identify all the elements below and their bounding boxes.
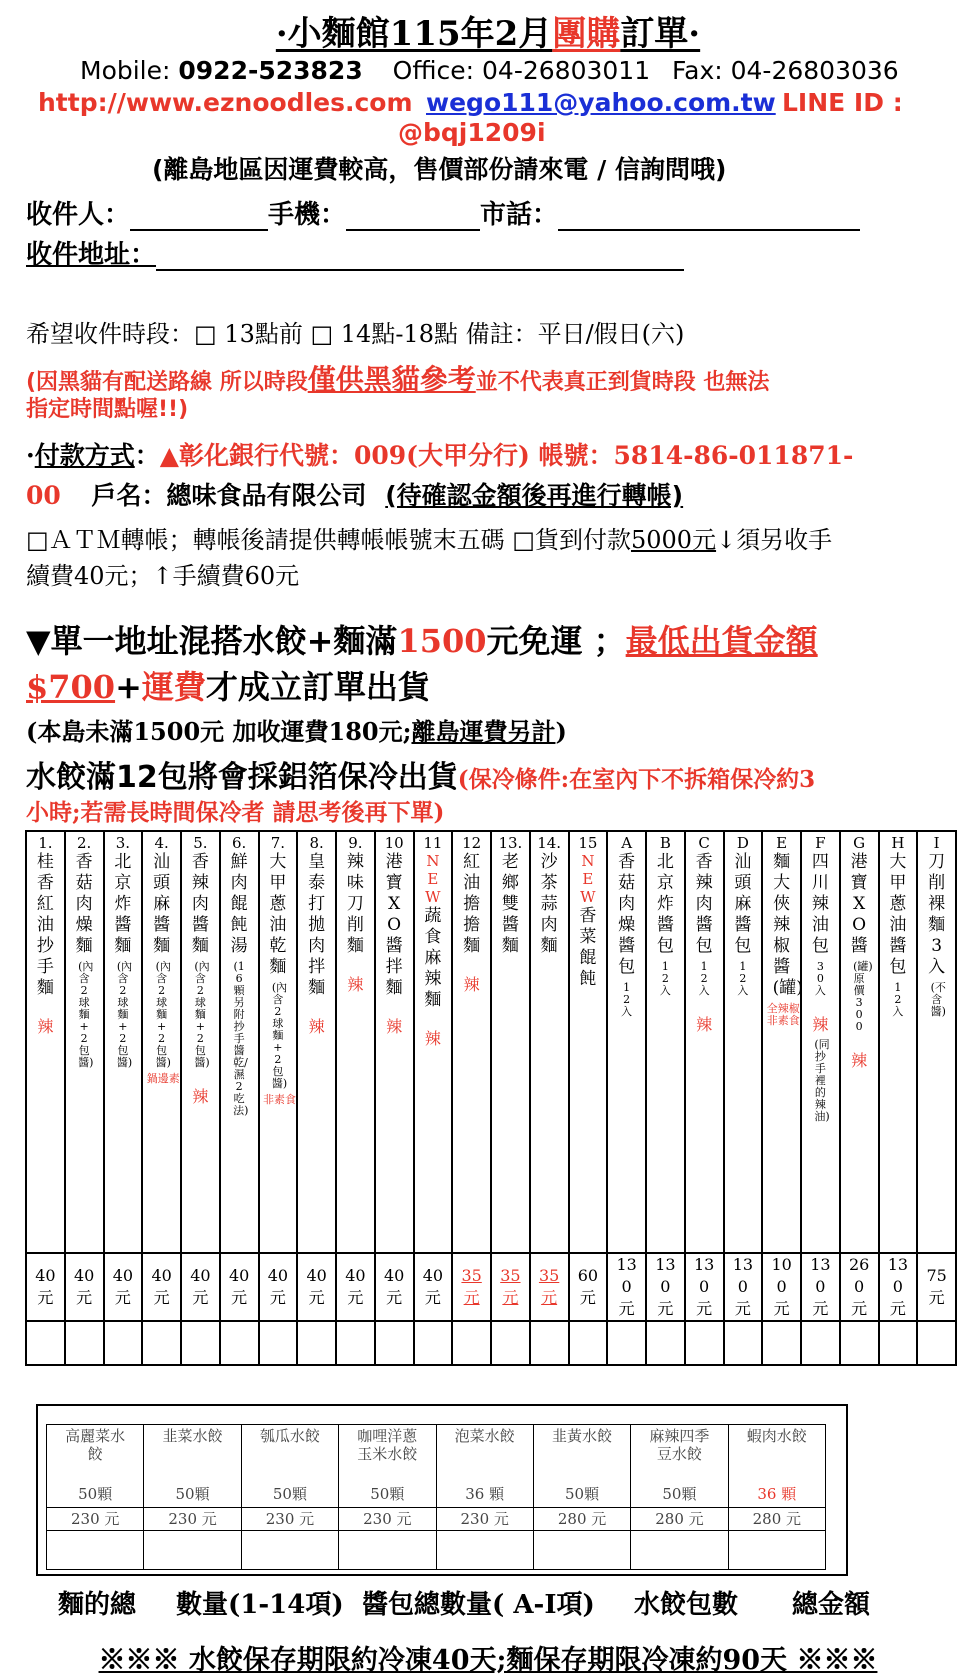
menu-item-header [724, 831, 763, 1253]
menu-item-number: 12 [462, 834, 482, 852]
quantity-cell[interactable] [917, 1321, 956, 1365]
menu-item-name: 麵大俠辣椒醬(罐) [772, 852, 803, 998]
quantity-cell[interactable] [414, 1321, 453, 1365]
menu-item-price [762, 1253, 801, 1321]
menu-item-name: 汕頭麻醬包 [734, 852, 752, 956]
menu-item-price [104, 1253, 143, 1321]
mobile-field[interactable] [346, 203, 480, 231]
dumpling-count: 50顆 [78, 1485, 113, 1503]
menu-item-name: 港寶XO醬拌麵 [385, 852, 403, 998]
menu-item-price [646, 1253, 685, 1321]
menu-item-price [181, 1253, 220, 1321]
menu-item-price [26, 1253, 65, 1321]
delivery-note: (因黑貓有配送路線 所以時段僅供黑貓參考並不代表真正到貨時段 也無法 [26, 363, 770, 396]
menu-item-number: 13. [498, 834, 523, 852]
menu-item-price [259, 1253, 298, 1321]
price-value: 40元 [345, 1266, 366, 1307]
spicy-label: 辣 [812, 1015, 829, 1034]
menu-item-tag: 鍋邊素 [146, 1072, 180, 1085]
address-row: 收件地址： [26, 234, 684, 271]
menu-item-name: 大甲蔥油醬包 [889, 852, 907, 977]
spicy-label: 辣 [347, 975, 364, 994]
dumpling-count: 50顆 [662, 1485, 697, 1503]
address-field[interactable] [156, 243, 684, 271]
menu-item-header [336, 831, 375, 1253]
menu-item-header [452, 831, 491, 1253]
menu-item-price [840, 1253, 879, 1321]
shipping-line-2: $700+運費才成立訂單出貨 [26, 668, 430, 706]
price-value: 260元 [848, 1255, 870, 1318]
website-link[interactable]: http://www.eznoodles.com [38, 88, 413, 117]
price-value: 40元 [73, 1266, 95, 1307]
menu-item-number: C [698, 834, 710, 852]
menu-item-number: 3. [115, 834, 131, 852]
menu-item-name: 香辣肉醬包 [695, 852, 713, 956]
menu-item-name: 北京炸醬包 [656, 852, 674, 956]
price-value: 40元 [267, 1266, 289, 1307]
menu-item-note: (罐)原價300 [853, 960, 873, 1033]
quantity-cell[interactable] [607, 1321, 646, 1365]
quantity-cell[interactable] [65, 1321, 104, 1365]
quantity-cell[interactable] [762, 1321, 801, 1365]
menu-item-header [491, 831, 530, 1253]
price-value: 40元 [151, 1266, 172, 1307]
dumpling-name: 麻辣四季豆水餃 [649, 1427, 710, 1463]
recipient-field[interactable] [130, 203, 268, 231]
dumpling-count: 50顆 [565, 1485, 600, 1503]
dumpling-price: 230 元 [241, 1508, 338, 1531]
menu-item-name: 香辣肉醬麵 [191, 852, 209, 956]
dumpling-price: 230 元 [144, 1508, 241, 1531]
total-noodles-count-label: 數量(1-14項) [176, 1590, 344, 1620]
total-dumplings-label: 水餃包數 [634, 1590, 739, 1620]
menu-item-name: 沙茶蒜肉麵 [540, 852, 558, 956]
menu-item-number: 11 [423, 834, 443, 852]
menu-item-price [142, 1253, 181, 1321]
price-value: 75元 [926, 1266, 947, 1307]
menu-item-header [840, 831, 879, 1253]
menu-item-price [569, 1253, 608, 1321]
quantity-cell[interactable] [220, 1321, 259, 1365]
menu-item-price [414, 1253, 453, 1321]
new-badge: NEW [580, 852, 596, 906]
menu-quantity-row [26, 1321, 956, 1365]
menu-item-number: A [621, 834, 633, 852]
menu-item-price [801, 1253, 840, 1321]
menu-item-note: (同抄手裡的辣油) [814, 1038, 830, 1123]
menu-item-header [259, 831, 298, 1253]
quantity-cell[interactable] [840, 1321, 879, 1365]
dumpling-name: 高麗菜水餃 [65, 1427, 126, 1463]
menu-item-name: 大甲蔥油乾麵 [269, 852, 287, 977]
menu-item-note: 30入 [814, 960, 826, 997]
menu-item-name: 桂香紅油抄手麵 [36, 852, 54, 998]
menu-item-number: F [815, 834, 826, 852]
quantity-cell[interactable] [297, 1321, 336, 1365]
quantity-cell[interactable] [181, 1321, 220, 1365]
menu-item-price [724, 1253, 763, 1321]
menu-item-price [530, 1253, 569, 1321]
menu-item-name: 辣味刀削麵 [346, 852, 364, 956]
menu-item-price [336, 1253, 375, 1321]
menu-item-name: 香菜餛飩 [579, 906, 597, 989]
menu-item-number: 2. [76, 834, 92, 852]
menu-item-header [65, 831, 104, 1253]
dumpling-name: 瓠瓜水餃 [259, 1427, 320, 1445]
menu-item-name: 蔬食麻辣麵 [424, 906, 442, 1010]
menu-item-note: 12入 [698, 960, 710, 997]
menu-item-number: D [736, 834, 749, 852]
menu-item-note: (內含2球麵+2包醬) [194, 960, 210, 1069]
menu-item-note: (不含醬) [930, 981, 946, 1018]
quantity-cell[interactable] [879, 1321, 918, 1365]
dumpling-count: 50顆 [370, 1485, 405, 1503]
dumpling-quantity-cell[interactable] [728, 1531, 825, 1570]
dumpling-price: 230 元 [339, 1508, 436, 1531]
dumpling-quantity-cell[interactable] [144, 1531, 241, 1570]
total-noodles-label: 麵的總 [58, 1590, 137, 1620]
menu-item-note: (內含2球麵+2包醬) [78, 960, 94, 1069]
dumpling-count: 50顆 [175, 1485, 210, 1503]
menu-item-name: 老鄉雙醬麵 [501, 852, 519, 956]
new-badge: NEW [425, 852, 441, 906]
dumpling-name-row [47, 1425, 826, 1508]
quantity-cell[interactable] [530, 1321, 569, 1365]
price-value: 40元 [228, 1266, 250, 1307]
quantity-cell[interactable] [142, 1321, 181, 1365]
dumpling-name: 韭黃水餃 [552, 1427, 613, 1445]
office-number: Office: 04-26803011 [392, 56, 651, 85]
quantity-cell[interactable] [801, 1321, 840, 1365]
menu-item-number: H [891, 834, 905, 852]
menu-item-number: B [659, 834, 671, 852]
dumpling-price: 230 元 [436, 1508, 533, 1531]
fax-number: Fax: 04-26803036 [672, 56, 899, 85]
quantity-cell[interactable] [26, 1321, 65, 1365]
dumpling-item [47, 1425, 144, 1508]
dumpling-name: 韭菜水餃 [162, 1427, 223, 1445]
menu-item-header [104, 831, 143, 1253]
account-row: 00 戶名：總味食品有限公司 (待確認金額後再進行轉帳) [26, 481, 684, 510]
menu-item-name: 香菇肉燥醬包 [618, 852, 636, 977]
quantity-cell[interactable] [452, 1321, 491, 1365]
dumpling-price: 230 元 [47, 1508, 144, 1531]
dumpling-price-row [47, 1508, 826, 1531]
menu-item-price [607, 1253, 646, 1321]
menu-item-name: 汕頭麻醬麵 [153, 852, 171, 956]
menu-item-number: 7. [270, 834, 286, 852]
delivery-time: 希望收件時段：□ 13點前 □ 14點-18點 備註：平日/假日(六) [26, 320, 685, 348]
dumpling-item [631, 1425, 728, 1508]
quantity-cell[interactable] [491, 1321, 530, 1365]
menu-item-header [142, 831, 181, 1253]
price-value: 130元 [693, 1255, 715, 1318]
dumpling-item [436, 1425, 533, 1508]
dumpling-item [241, 1425, 338, 1508]
page-title: ·小麵館115年2月團購訂單· [275, 14, 701, 54]
delivery-note-2: 指定時間點喔!!) [26, 397, 189, 422]
dumpling-price: 280 元 [533, 1508, 630, 1531]
dumpling-quantity-cell[interactable] [533, 1531, 630, 1570]
menu-item-number: 6. [231, 834, 247, 852]
spicy-label: 辣 [424, 1029, 441, 1048]
payment-row: ·付款方式：▲彰化銀行代號：009(大甲分行) 帳號：5814-86-011871- [26, 441, 854, 470]
email-link[interactable]: wego111@yahoo.com.tw [426, 88, 776, 117]
storage-note: ※※※ 水餃保存期限約冷凍40天;麵保存期限冷凍約90天 ※※※ [98, 1645, 878, 1676]
spicy-label: 辣 [192, 1087, 209, 1106]
price-value: 35元 [461, 1266, 482, 1307]
dumpling-name: 蝦肉水餃 [746, 1427, 807, 1445]
price-value: 40元 [422, 1266, 444, 1307]
island-note: (離島地區因運費較高，售價部份請來電 / 信詢問哦) [152, 155, 727, 184]
price-value: 130元 [732, 1255, 754, 1318]
atm-row: □ＡＴＭ轉帳；轉帳後請提供轉帳帳號末五碼 □貨到付款5000元↓須另收手 [26, 526, 833, 554]
menu-item-header [685, 831, 724, 1253]
dumpling-item [728, 1425, 825, 1508]
menu-item-number: 4. [154, 834, 169, 852]
spicy-label: 辣 [696, 1015, 713, 1034]
dumpling-quantity-cell[interactable] [339, 1531, 436, 1570]
quantity-cell[interactable] [685, 1321, 724, 1365]
menu-item-note: (16顆另附抄手醬乾/濕2吃法) [233, 960, 249, 1117]
menu-item-price [879, 1253, 918, 1321]
dumpling-table [46, 1424, 826, 1570]
menu-price-row [26, 1253, 956, 1321]
price-value: 40元 [306, 1266, 327, 1307]
price-value: 130元 [810, 1255, 831, 1318]
menu-item-price [685, 1253, 724, 1321]
menu-item-price [220, 1253, 259, 1321]
spicy-label: 辣 [851, 1051, 868, 1070]
total-sauce-label: 醬包總數量( A-I項) [362, 1590, 595, 1620]
quantity-cell[interactable] [336, 1321, 375, 1365]
dumpling-item [533, 1425, 630, 1508]
menu-item-number: E [776, 834, 788, 852]
spicy-label: 辣 [463, 975, 480, 994]
menu-item-note: 12入 [621, 981, 633, 1018]
menu-item-header [26, 831, 65, 1253]
menu-item-tag: 全辣椒非素食 [766, 1002, 800, 1027]
menu-item-header [220, 831, 259, 1253]
dumpling-quantity-row [47, 1531, 826, 1570]
menu-item-price [491, 1253, 530, 1321]
shipping-line-1: ▼單一地址混搭水餃+麵滿1500元免運 ；最低出貨金額 [26, 622, 818, 660]
menu-item-header [530, 831, 569, 1253]
price-value: 40元 [112, 1266, 134, 1307]
menu-item-header [569, 831, 608, 1253]
dumpling-name: 咖哩洋蔥玉米水餃 [357, 1427, 418, 1463]
menu-item-number: 1. [38, 834, 53, 852]
price-value: 40元 [190, 1266, 211, 1307]
menu-item-note: (內含2球麵+2包醬) [116, 960, 133, 1069]
menu-item-number: I [933, 834, 940, 852]
dumpling-count: 36 顆 [465, 1485, 505, 1503]
price-value: 40元 [383, 1266, 405, 1307]
quantity-cell[interactable] [104, 1321, 143, 1365]
noodle-order-table [25, 830, 957, 1366]
price-value: 35元 [538, 1266, 560, 1307]
quantity-cell[interactable] [724, 1321, 763, 1365]
menu-item-header [879, 831, 918, 1253]
dumpling-quantity-cell[interactable] [631, 1531, 728, 1570]
dumpling-count: 50顆 [272, 1485, 307, 1503]
price-value: 130元 [616, 1255, 637, 1318]
menu-item-header [375, 831, 414, 1253]
dumpling-count: 36 顆 [757, 1485, 797, 1503]
dumpling-name: 泡菜水餃 [454, 1427, 515, 1445]
contact-line: Mobile: 0922-523823 Office: 04-26803011 Fax: 04-26803036 [80, 56, 899, 85]
menu-item-header [917, 831, 956, 1253]
menu-item-header [414, 831, 453, 1253]
price-value: 60元 [577, 1266, 599, 1307]
quantity-cell[interactable] [259, 1321, 298, 1365]
dumpling-price: 280 元 [631, 1508, 728, 1531]
menu-item-name: 港寶XO醬 [850, 852, 868, 956]
menu-item-header [646, 831, 685, 1253]
menu-item-note: 12入 [659, 960, 671, 997]
menu-item-header [297, 831, 336, 1253]
menu-item-note: 12入 [737, 960, 749, 997]
mobile-number: 0922-523823 [178, 56, 363, 85]
menu-item-header [801, 831, 840, 1253]
line-id-label: LINE ID : [782, 88, 903, 117]
dumpling-quantity-cell[interactable] [436, 1531, 533, 1570]
dumpling-quantity-cell[interactable] [241, 1531, 338, 1570]
shipping-line-3: (本島未滿1500元 加收運費180元;離島運費另計) [26, 717, 567, 746]
quantity-cell[interactable] [375, 1321, 414, 1365]
menu-item-price [65, 1253, 104, 1321]
menu-item-name: 北京炸醬麵 [114, 852, 132, 956]
spicy-label: 辣 [37, 1017, 54, 1036]
quantity-cell[interactable] [646, 1321, 685, 1365]
menu-header-row [26, 831, 956, 1253]
menu-item-name: 四川辣油包 [811, 852, 829, 956]
menu-item-price [452, 1253, 491, 1321]
menu-item-number: 9. [348, 834, 363, 852]
spicy-label: 辣 [386, 1017, 403, 1036]
price-value: 100元 [771, 1255, 792, 1318]
quantity-cell[interactable] [569, 1321, 608, 1365]
menu-item-name: 香菇肉燥麵 [75, 852, 93, 956]
menu-item-note: (內含2球麵+2包醬) [155, 960, 171, 1069]
menu-item-number: 14. [537, 834, 562, 852]
menu-item-price [297, 1253, 336, 1321]
price-value: 130元 [655, 1255, 676, 1318]
menu-item-price [375, 1253, 414, 1321]
menu-item-number: 8. [309, 834, 324, 852]
bank-info: ▲彰化銀行代號：009(大甲分行) 帳號：5814-86-011871- [159, 441, 854, 470]
price-value: 40元 [35, 1266, 56, 1307]
price-value: 130元 [887, 1255, 909, 1318]
menu-item-number: 15 [578, 834, 598, 852]
menu-item-name: 鮮肉餛飩湯 [230, 852, 248, 956]
phone-field[interactable] [558, 203, 860, 231]
dumpling-item [144, 1425, 241, 1508]
atm-row-2: 續費40元；↑手續費60元 [26, 562, 300, 590]
menu-item-tag: 非素食 [263, 1093, 296, 1106]
total-amount-label: 總金額 [792, 1590, 871, 1620]
menu-item-name: 皇泰打拋肉拌麵 [308, 852, 326, 998]
menu-item-header [762, 831, 801, 1253]
spicy-label: 辣 [308, 1017, 325, 1036]
menu-item-name: 刀削裸麵3入 [928, 852, 946, 977]
menu-item-header [181, 831, 220, 1253]
shipping-line-5: 小時;若需長時間保冷者 請思考後再下單) [26, 799, 445, 826]
menu-item-note: 12入 [892, 981, 904, 1018]
menu-item-number: 5. [193, 834, 208, 852]
menu-item-name: 紅油擔擔麵 [463, 852, 481, 956]
line-id: @bqj1209i [398, 118, 546, 147]
dumpling-price: 280 元 [728, 1508, 825, 1531]
menu-item-note: (內含2球麵+2包醬) [271, 981, 288, 1090]
shipping-line-4: 水餃滿12包將會採鋁箔保冷出貨(保冷條件:在室內下不拆箱保冷約3 [26, 760, 816, 795]
recipient-row: 收件人： 手機： 市話： [26, 194, 860, 231]
dumpling-quantity-cell[interactable] [47, 1531, 144, 1570]
menu-item-number: 10 [384, 834, 404, 852]
menu-item-number: G [853, 834, 866, 852]
dumpling-item [339, 1425, 436, 1508]
menu-item-price [917, 1253, 956, 1321]
menu-item-header [607, 831, 646, 1253]
price-value: 35元 [500, 1266, 521, 1307]
